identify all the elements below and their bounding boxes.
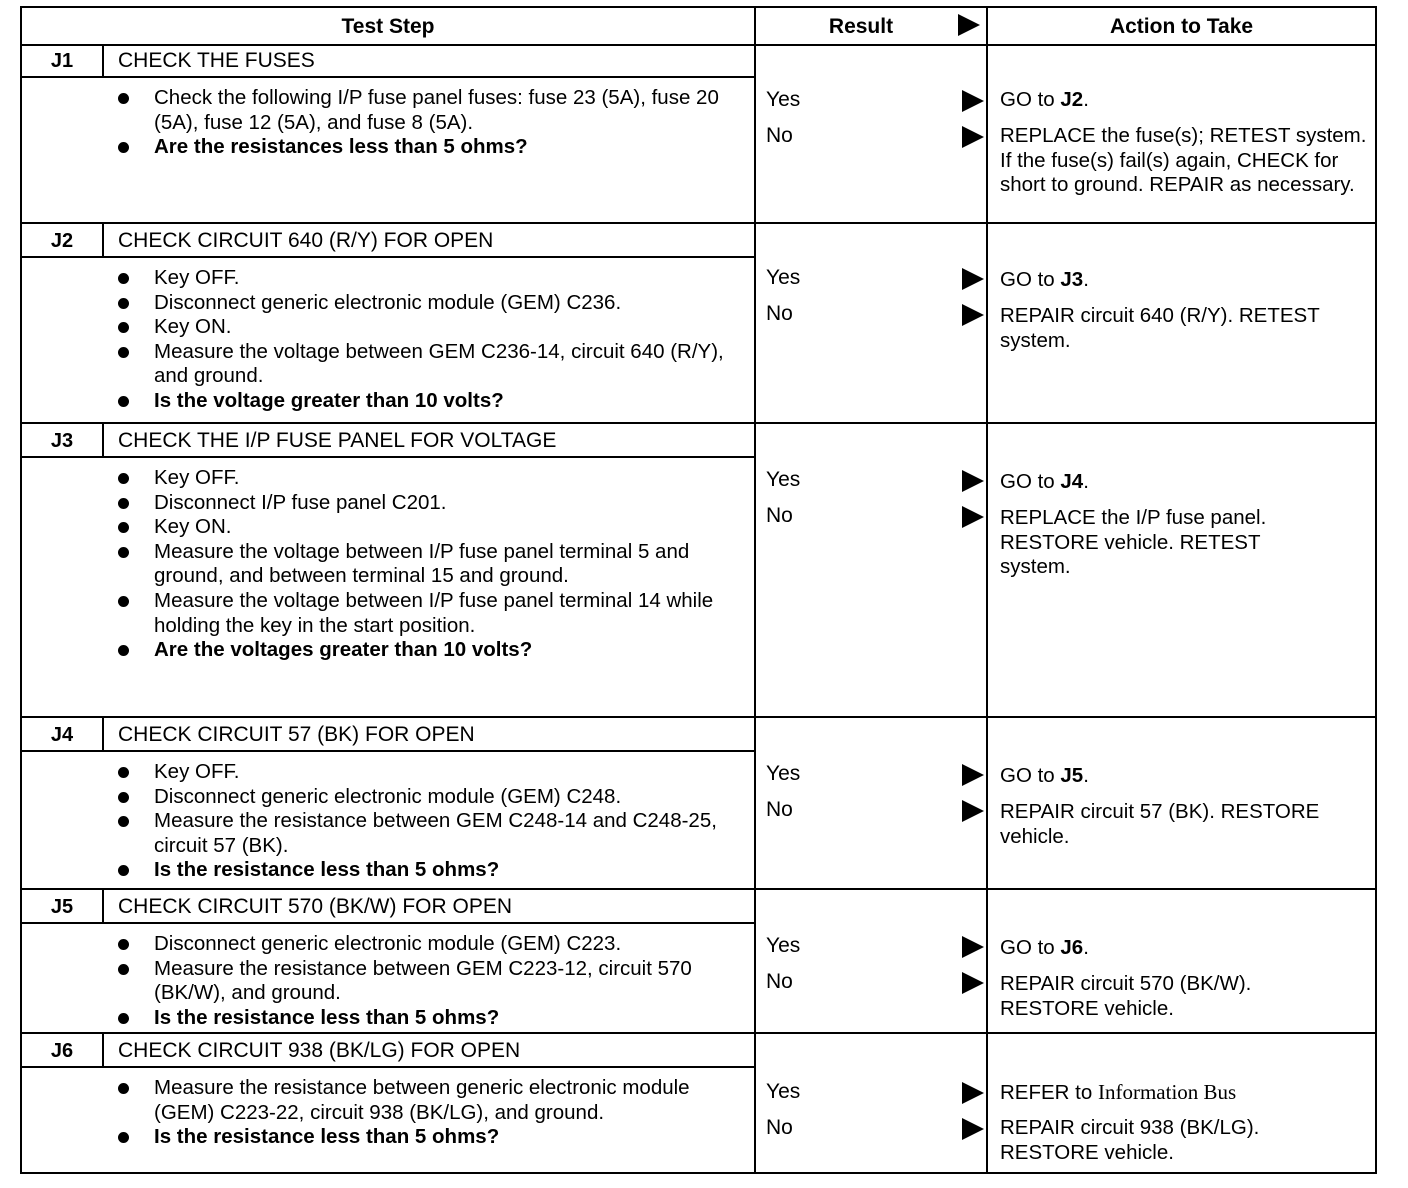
arrow-right-icon [962,800,984,822]
no-action: REPLACE the fuse(s); RETEST system. If the fuse(s) fail(s) again, CHECK for short to ground. REPAIR as necessary. [1000,124,1367,196]
arrow-right-icon [962,126,984,148]
step-title: CHECK CIRCUIT 938 (BK/LG) FOR OPEN [104,1034,754,1068]
yes-action: REFER to Information Bus [1000,1080,1237,1104]
step-bullets [112,86,742,160]
bullet-item: Measure the resistance between GEM C248-14 and C248-25, circuit 57 (BK). [112,809,742,858]
yes-action: GO to J2. [1000,88,1089,111]
arrow-right-icon [962,764,984,786]
result-no: No [766,504,988,530]
bullet-item: Measure the resistance between GEM C223-12, circuit 570 (BK/W), and ground. [112,957,742,1006]
no-action: REPAIR circuit 57 (BK). RESTORE vehicle. [1000,800,1320,848]
result-no: No [766,970,988,996]
bullet-item: Disconnect generic electronic module (GEM) C223. [112,932,742,957]
bullet-item: Measure the voltage between I/P fuse panel terminal 5 and ground, and between terminal 15 and ground. [112,540,742,589]
arrow-right-icon [962,268,984,290]
bullet-item: Key OFF. [112,760,742,785]
bullet-item: Measure the voltage between GEM C236-14, circuit 640 (R/Y), and ground. [112,340,742,389]
bullet-item: Disconnect I/P fuse panel C201. [112,491,742,516]
result-no: No [766,798,988,824]
step-title: CHECK THE FUSES [104,44,754,78]
bullet-question: Are the voltages greater than 10 volts? [112,638,742,663]
bullet-question: Is the resistance less than 5 ohms? [112,1006,742,1031]
step-title: CHECK CIRCUIT 570 (BK/W) FOR OPEN [104,890,754,924]
step-bullets [112,760,742,883]
bullet-item: Check the following I/P fuse panel fuses: fuse 23 (5A), fuse 20 (5A), fuse 12 (5A), and fuse 8 (5A). [112,86,742,135]
result-yes: Yes [766,88,988,114]
step-id: J2 [22,224,104,258]
yes-action: GO to J5. [1000,764,1089,787]
step-bullets [112,466,742,663]
bullet-item: Key OFF. [112,466,742,491]
diagnostic-table [20,6,1377,1174]
no-action: REPAIR circuit 640 (R/Y). RETEST system. [1000,304,1320,352]
result-yes: Yes [766,1080,988,1106]
step-title: CHECK CIRCUIT 57 (BK) FOR OPEN [104,718,754,752]
step-bullets [112,1076,742,1150]
arrow-right-icon [962,1082,984,1104]
step-id: J3 [22,424,104,458]
result-yes: Yes [766,762,988,788]
no-action: REPAIR circuit 938 (BK/LG). RESTORE vehicle. [1000,1116,1260,1164]
bullet-item: Key OFF. [112,266,742,291]
result-no: No [766,302,988,328]
step-row-j2 [22,224,1375,424]
bullet-item: Key ON. [112,515,742,540]
step-bullets [112,932,742,1030]
arrow-right-icon [962,936,984,958]
step-id: J5 [22,890,104,924]
result-no: No [766,1116,988,1142]
arrow-right-icon [962,304,984,326]
header-arrow-icon [958,14,980,36]
table-header [22,8,1375,46]
step-title: CHECK THE I/P FUSE PANEL FOR VOLTAGE [104,424,754,458]
result-yes: Yes [766,934,988,960]
bullet-question: Is the resistance less than 5 ohms? [112,1125,742,1150]
header-result: Result [828,15,894,38]
bullet-item: Measure the voltage between I/P fuse panel terminal 14 while holding the key in the start position. [112,589,742,638]
step-id: J1 [22,44,104,78]
arrow-right-icon [962,506,984,528]
no-action: REPLACE the I/P fuse panel. RESTORE vehicle. RETEST system. [1000,506,1267,578]
arrow-right-icon [962,90,984,112]
result-no: No [766,124,988,150]
header-test-step: Test Step [341,15,435,38]
result-yes: Yes [766,468,988,494]
bullet-question: Are the resistances less than 5 ohms? [112,135,742,160]
step-id: J4 [22,718,104,752]
bullet-item: Disconnect generic electronic module (GEM) C236. [112,291,742,316]
yes-action: GO to J3. [1000,268,1089,291]
step-id: J6 [22,1034,104,1068]
no-action: REPAIR circuit 570 (BK/W). RESTORE vehicle. [1000,972,1252,1020]
bullet-item: Disconnect generic electronic module (GEM) C248. [112,785,742,810]
arrow-right-icon [962,470,984,492]
arrow-right-icon [962,972,984,994]
step-row-j4 [22,718,1375,890]
header-action: Action to Take [1109,15,1254,38]
yes-action: GO to J6. [1000,936,1089,959]
step-row-j5 [22,890,1375,1034]
step-row-j6 [22,1034,1375,1172]
step-row-j1 [22,44,1375,224]
step-row-j3 [22,424,1375,718]
bullet-item: Measure the resistance between generic electronic module (GEM) C223-22, circuit 938 (BK/LG), and ground. [112,1076,742,1125]
bullet-question: Is the voltage greater than 10 volts? [112,389,742,414]
bullet-question: Is the resistance less than 5 ohms? [112,858,742,883]
yes-action: GO to J4. [1000,470,1089,493]
bullet-item: Key ON. [112,315,742,340]
step-bullets [112,266,742,414]
arrow-right-icon [962,1118,984,1140]
info-bus-ref: Information Bus [1097,1080,1237,1104]
step-title: CHECK CIRCUIT 640 (R/Y) FOR OPEN [104,224,754,258]
result-yes: Yes [766,266,988,292]
